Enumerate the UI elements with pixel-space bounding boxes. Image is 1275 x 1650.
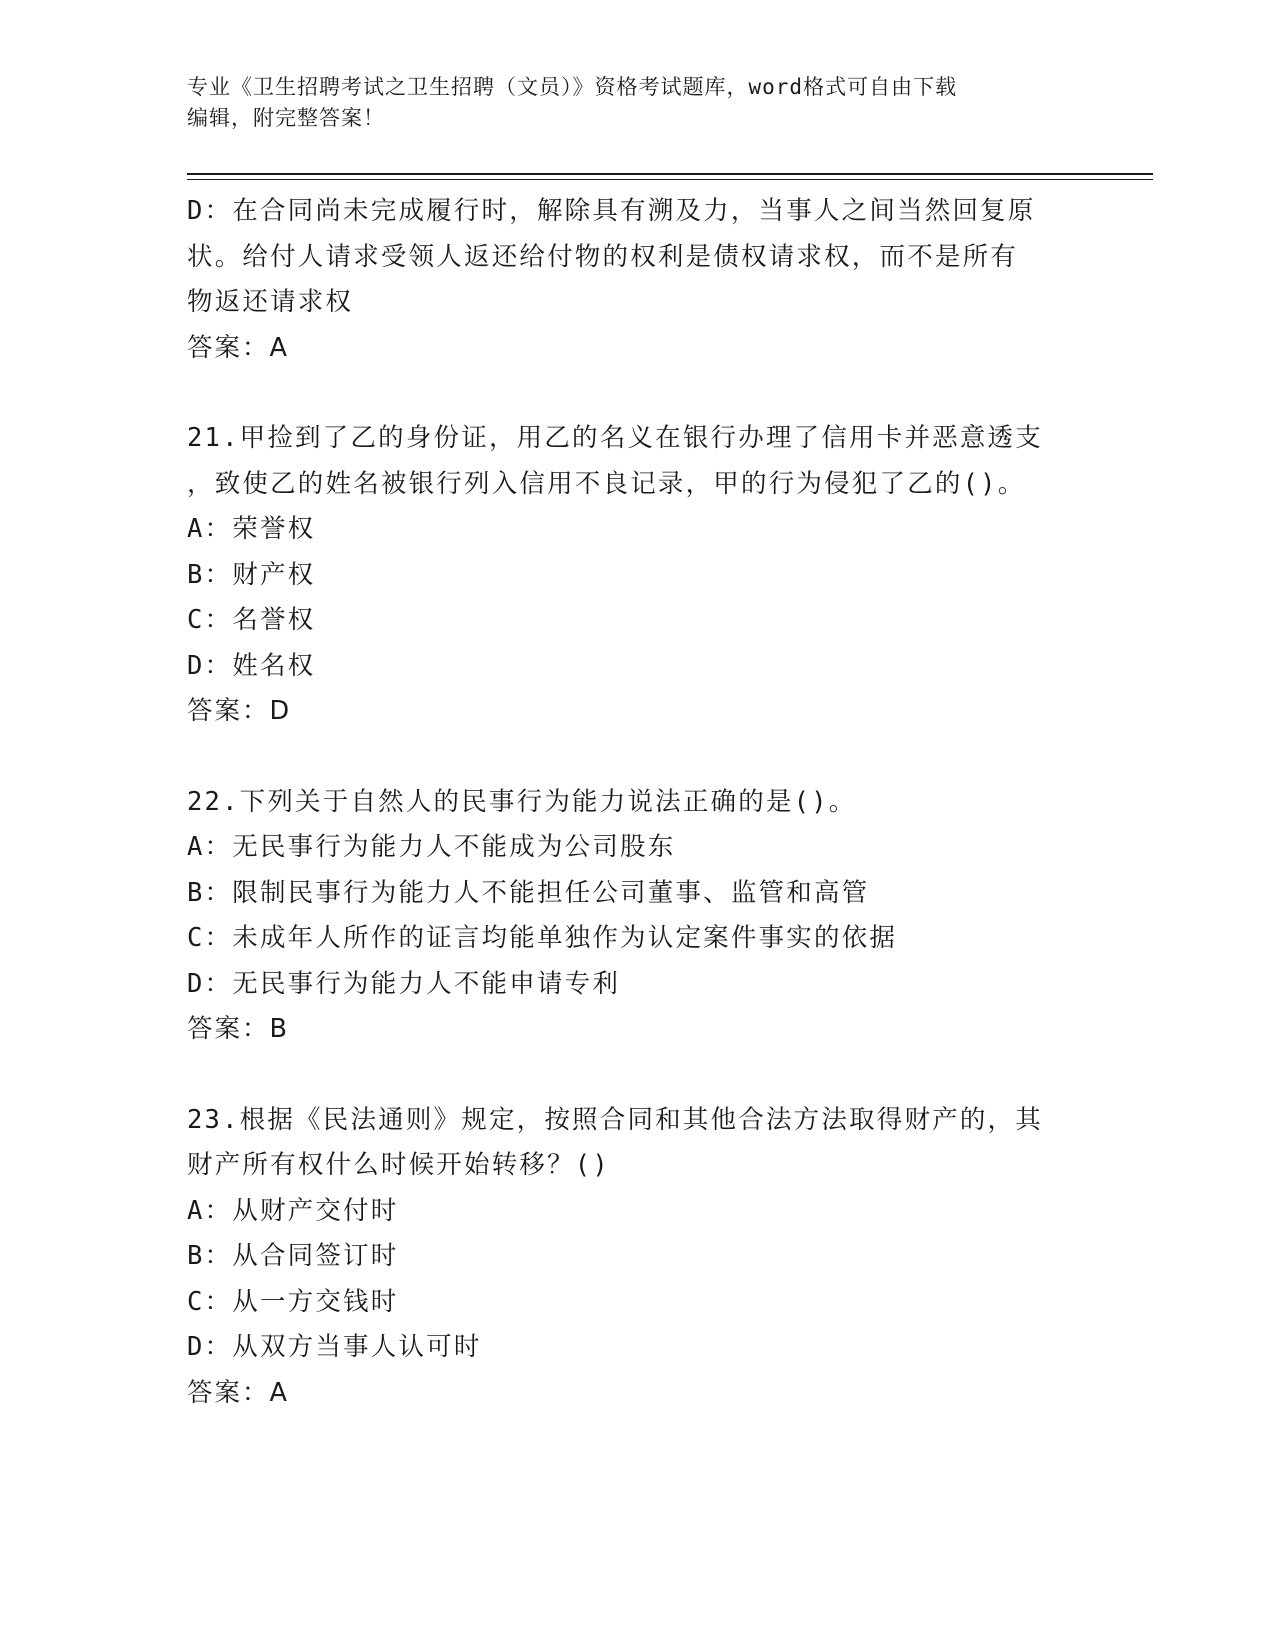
continuation-block [187,189,1087,371]
option-d-line-2: 状。给付人请求受领人返还给付物的权利是债权请求权，而不是所有 [187,241,1019,272]
option-b: B：限制民事行为能力人不能担任公司董事、监管和高管 [187,877,870,908]
question-stem-line: 22.下列关于自然人的民事行为能力说法正确的是()。 [187,786,857,817]
question-stem-line: 21.甲捡到了乙的身份证，用乙的名义在银行办理了信用卡并恶意透支 [187,423,1043,453]
option-b: B：从合同签订时 [187,1241,399,1271]
option-d: D：姓名权 [187,650,316,681]
spacer [187,735,1087,780]
answer-line: 答案：A [187,1377,289,1408]
question-stem-line: ，致使乙的姓名被银行列入信用不良记录，甲的行为侵犯了乙的()。 [187,468,1026,499]
document-header [187,72,1087,134]
header-divider-thick [187,173,1153,175]
spacer [187,1053,1087,1098]
option-a: A：无民事行为能力人不能成为公司股东 [187,832,676,862]
question-content [187,189,1087,1416]
answer-line: 答案：D [187,696,292,726]
answer-line: 答案：B [187,1014,289,1044]
header-divider-thin [187,179,1153,180]
question-23 [187,1098,1087,1417]
option-d-line-3: 物返还请求权 [187,287,354,317]
option-d-line-1: D：在合同尚未完成履行时，解除具有溯及力，当事人之间当然回复原 [187,196,1036,226]
question-22 [187,780,1087,1053]
header-line-2: 编辑，附完整答案！ [187,106,385,130]
option-a: A：从财产交付时 [187,1195,399,1226]
answer-line: 答案：A [187,332,289,363]
spacer [187,371,1087,416]
option-c: C：未成年人所作的证言均能单独作为认定案件事实的依据 [187,923,898,953]
question-21 [187,416,1087,735]
option-c: C：名誉权 [187,605,316,635]
header-line-1: 专业《卫生招聘考试之卫生招聘（文员）》资格考试题库，word格式可自由下载 [187,75,958,99]
option-c: C：从一方交钱时 [187,1286,399,1317]
option-a: A：荣誉权 [187,514,316,544]
option-d: D：无民事行为能力人不能申请专利 [187,968,621,999]
question-stem-line: 财产所有权什么时候开始转移？() [187,1150,610,1180]
option-b: B：财产权 [187,559,316,590]
question-stem-line: 23.根据《民法通则》规定，按照合同和其他合法方法取得财产的，其 [187,1104,1043,1135]
option-d: D：从双方当事人认可时 [187,1332,482,1362]
